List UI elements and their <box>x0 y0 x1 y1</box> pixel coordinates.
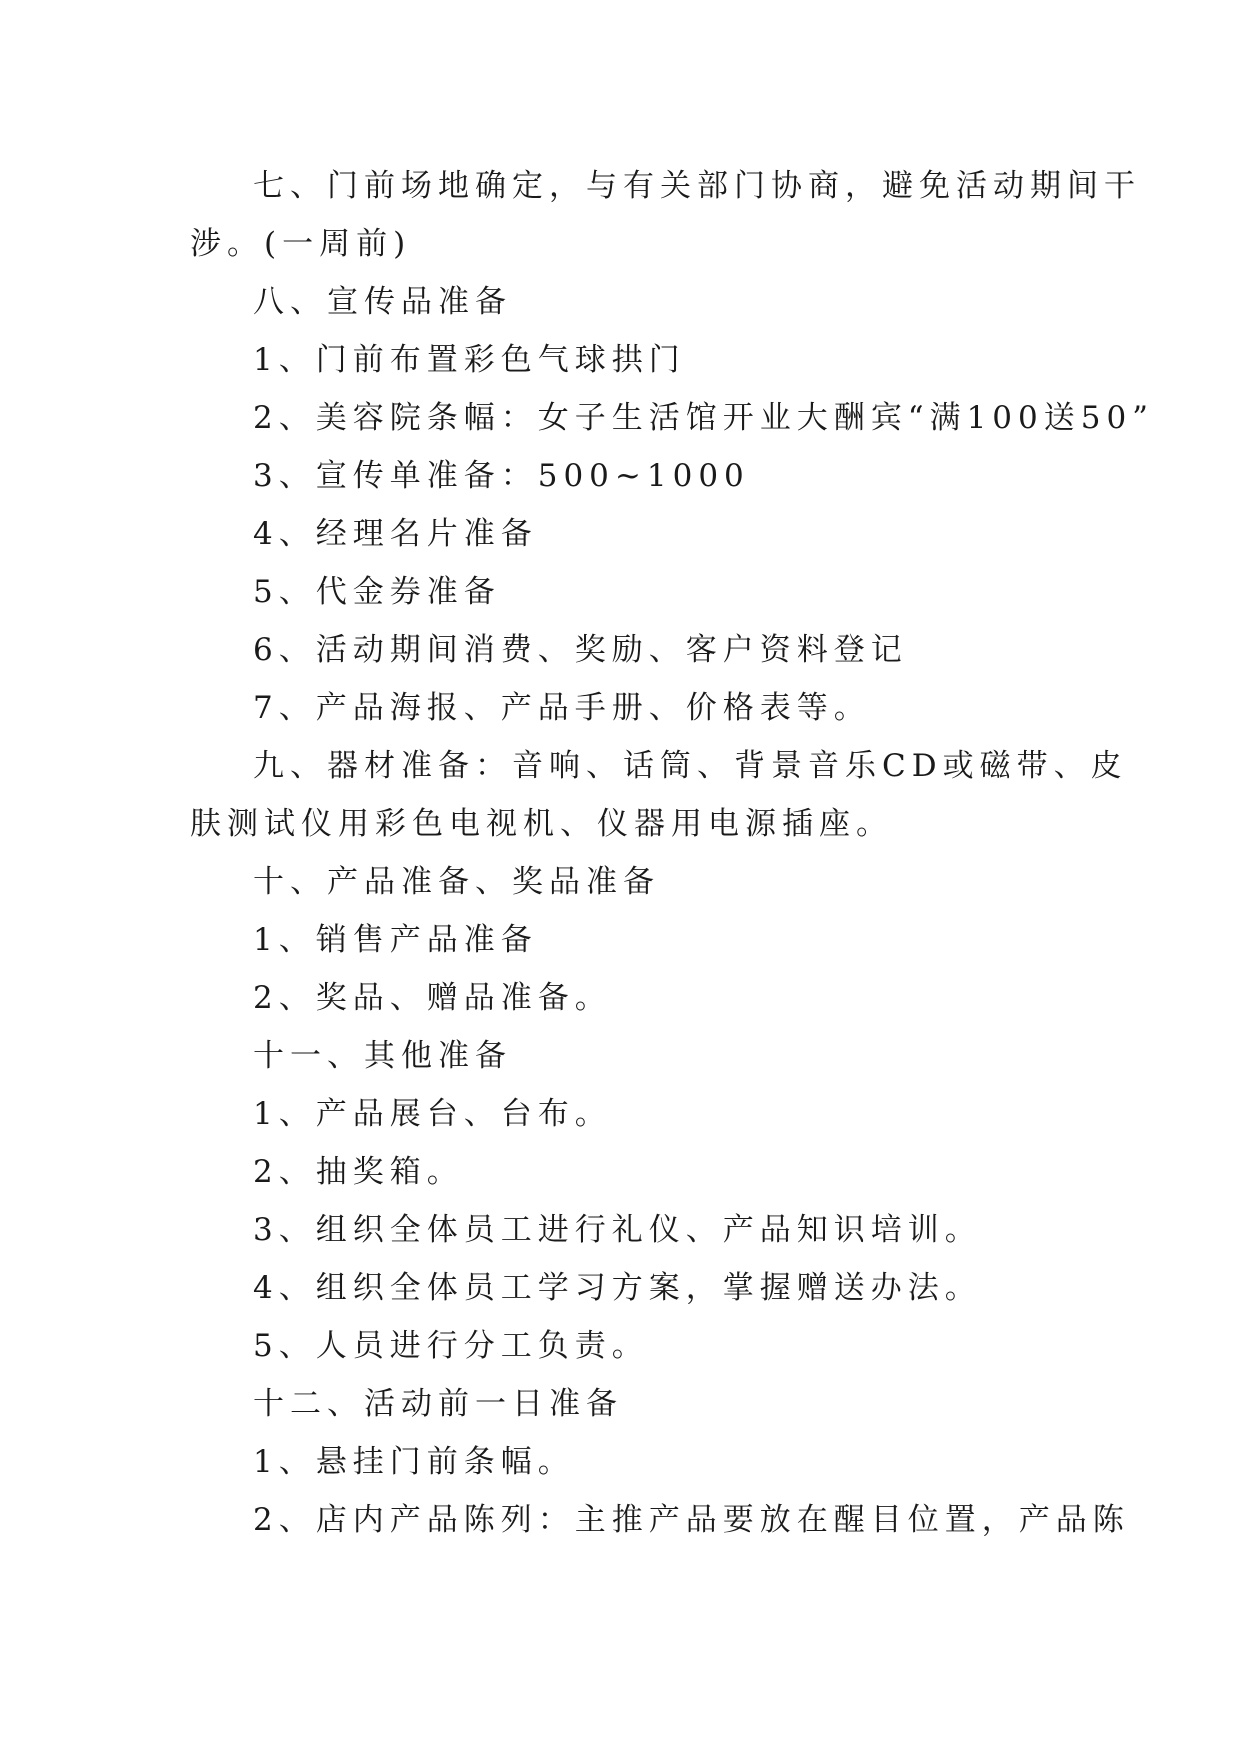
section-heading-11: 十一、其他准备 <box>253 1038 512 1074</box>
paragraph-7-line-1: 七、门前场地确定，与有关部门协商，避免活动期间干 <box>253 168 1141 204</box>
list-item: 1、产品展台、台布。 <box>253 1096 612 1132</box>
list-item: 4、经理名片准备 <box>253 516 538 552</box>
section-heading-9-line-2: 肤测试仪用彩色电视机、仪器用电源插座。 <box>190 806 893 842</box>
list-item: 1、悬挂门前条幅。 <box>253 1444 575 1480</box>
list-item: 6、活动期间消费、奖励、客户资料登记 <box>253 632 908 668</box>
list-item: 1、门前布置彩色气球拱门 <box>253 342 686 378</box>
list-item: 2、奖品、赠品准备。 <box>253 980 612 1016</box>
list-item: 3、组织全体员工进行礼仪、产品知识培训。 <box>253 1212 982 1248</box>
list-item: 2、抽奖箱。 <box>253 1154 464 1190</box>
section-heading-8: 八、宣传品准备 <box>253 284 512 320</box>
list-item: 3、宣传单准备：500~1000 <box>253 458 750 494</box>
list-item: 4、组织全体员工学习方案，掌握赠送办法。 <box>253 1270 982 1306</box>
list-item: 2、店内产品陈列：主推产品要放在醒目位置，产品陈 <box>253 1502 1130 1538</box>
list-item: 5、人员进行分工负责。 <box>253 1328 649 1364</box>
section-heading-12: 十二、活动前一日准备 <box>253 1386 623 1422</box>
list-item: 2、美容院条幅：女子生活馆开业大酬宾“满100送50” <box>253 400 1155 436</box>
list-item: 5、代金券准备 <box>253 574 501 610</box>
section-heading-10: 十、产品准备、奖品准备 <box>253 864 660 900</box>
section-heading-9-line-1: 九、器材准备：音响、话筒、背景音乐CD或磁带、皮 <box>253 748 1128 784</box>
list-item: 1、销售产品准备 <box>253 922 538 958</box>
paragraph-7-line-2: 涉。(一周前) <box>190 226 412 262</box>
list-item: 7、产品海报、产品手册、价格表等。 <box>253 690 871 726</box>
